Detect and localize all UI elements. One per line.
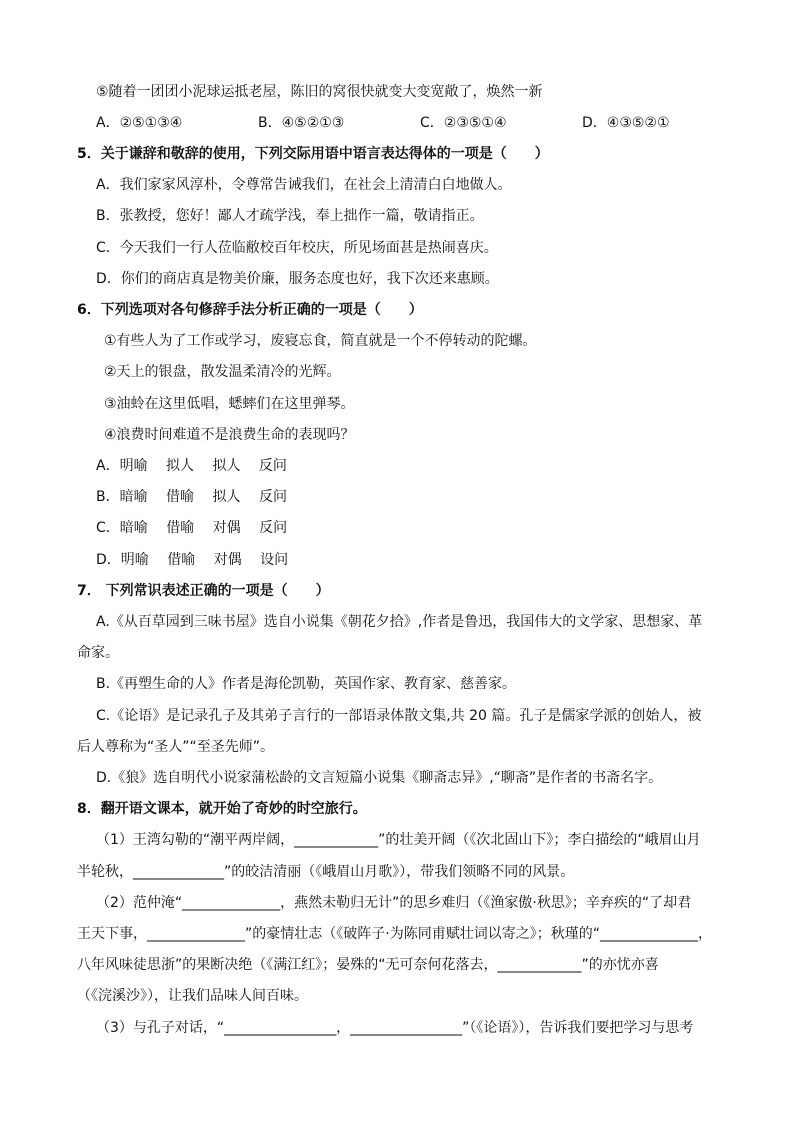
text-line: ②天上的银盘，散发温柔清冷的光辉。 bbox=[104, 364, 341, 380]
text-line: B．张教授，您好！鄙人才疏学浅，奉上拙作一篇，敬请指正。 bbox=[96, 208, 484, 224]
text-line: （1）王湾勾勒的“潮平两岸阔，____________”的壮美开阔（《次北固山下》；李白描绘的“峨眉山月 bbox=[96, 832, 701, 848]
text-line: ③油蛉在这里低唱，蟋蟀们在这里弹琴。 bbox=[104, 396, 355, 412]
text-line bbox=[96, 113, 712, 133]
text-line: D．明喻 借喻 对偶 设问 bbox=[96, 552, 289, 568]
text-line: 5．关于谦辞和敬辞的使用，下列交际用语中语言表达得体的一项是（ ） bbox=[77, 146, 549, 162]
answer-option: C．②③⑤①④ bbox=[420, 115, 507, 131]
text-line: A．我们家家风淳朴，令尊常告诫我们，在社会上清清白白地做人。 bbox=[96, 177, 512, 193]
text-line: （《浣溪沙》），让我们品味人间百味。 bbox=[77, 988, 308, 1004]
text-line: （2）范仲淹“______________，燕然未勒归无计”的思乡难归（《渔家傲·秋思》；辛弃疾的“了却君 bbox=[96, 895, 692, 911]
text-line: ⑤随着一团团小泥球运抵老屋，陈旧的窝很快就变大变宽敞了，焕然一新 bbox=[96, 84, 543, 100]
text-line: C．暗喻 借喻 对偶 反问 bbox=[96, 520, 288, 536]
text-line: C.《论语》是记录孔子及其弟子言行的一部语录体散文集,共 20 篇。孔子是儒家学派的创始人，被 bbox=[96, 708, 702, 724]
answer-option: A．②⑤①③④ bbox=[96, 115, 183, 131]
text-line: 八年风味徒思浙”的果断决绝（《满江红》；晏殊的“无可奈何花落去，____________”的亦忧亦喜 bbox=[77, 957, 659, 973]
text-line: 命家。 bbox=[77, 645, 119, 661]
text-line: B．暗喻 借喻 拟人 反问 bbox=[96, 489, 287, 505]
text-line: 后人尊称为“圣人”“至圣先师”。 bbox=[77, 739, 275, 755]
text-line: A.《从百草园到三味书屋》选自小说集《朝花夕拾》,作者是鲁迅，我国伟大的文学家、思想家、革 bbox=[96, 614, 703, 630]
text-line: A．明喻 拟人 拟人 反问 bbox=[96, 458, 287, 474]
text-line: （3）与孔子对话，“________________，________________”（《论语》），告诉我们要把学习与思考 bbox=[96, 1020, 694, 1036]
answer-option: B．④⑤②①③ bbox=[258, 115, 345, 131]
text-line: B.《再塑生命的人》作者是海伦凯勒，英国作家、教育家、慈善家。 bbox=[96, 676, 517, 692]
text-line: 7． 下列常识表述正确的一项是（ ） bbox=[77, 583, 330, 599]
text-line: C．今天我们一行人莅临敝校百年校庆，所见场面甚是热闹喜庆。 bbox=[96, 240, 498, 256]
text-line: ④浪费时间难道不是浪费生命的表现吗？ bbox=[104, 427, 355, 443]
text-line: ①有些人为了工作或学习，废寝忘食，简直就是一个不停转动的陀螺。 bbox=[104, 333, 537, 349]
text-line: 王天下事，______________”的豪情壮志（《破阵子·为陈同甫赋壮词以寄之》；秋瑾的“______________， bbox=[77, 926, 712, 942]
text-line: D．你们的商店真是物美价廉，服务态度也好，我下次还来惠顾。 bbox=[96, 271, 499, 287]
text-line: D.《狼》选自明代小说家蒲松龄的文言短篇小说集《聊斋志异》,“聊斋”是作者的书斋名字。 bbox=[96, 770, 663, 786]
answer-option: D．④③⑤②① bbox=[582, 115, 670, 131]
text-line: 6．下列选项对各句修辞手法分析正确的一项是（ ） bbox=[77, 302, 423, 318]
text-line: 半轮秋，_____________”的皎洁清丽（《峨眉山月歌》），带我们领略不同的风景。 bbox=[77, 864, 575, 880]
text-line: 8．翻开语文课本，就开始了奇妙的时空旅行。 bbox=[77, 801, 367, 817]
